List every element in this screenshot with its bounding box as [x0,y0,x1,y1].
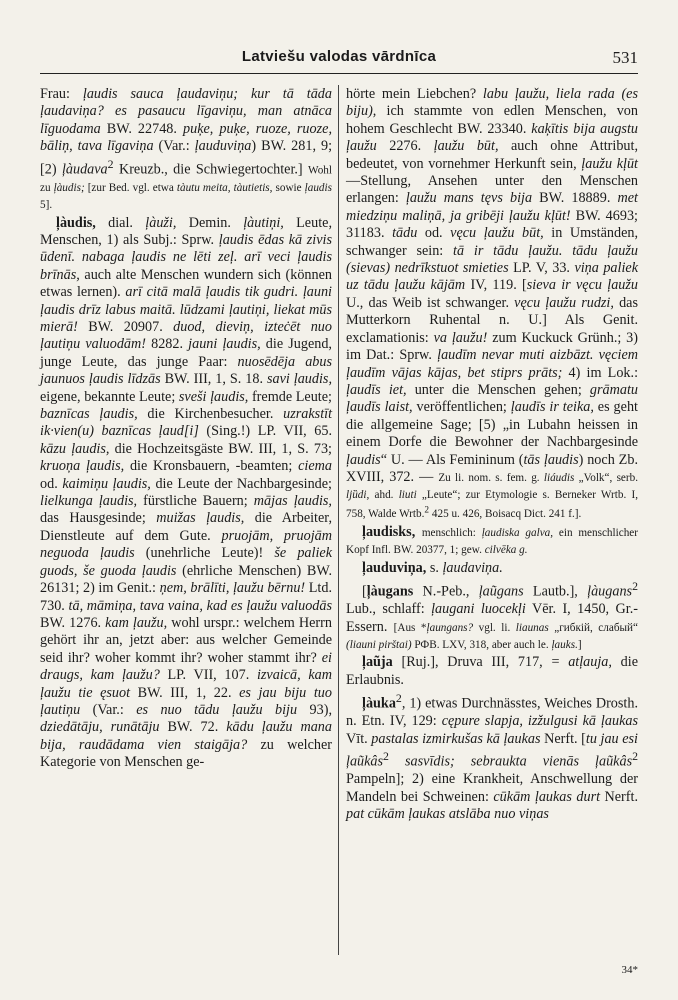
right-column [346,86,638,824]
dictionary-entry: ļàudis, dial. ļàuži, Demin. ļàutiņi, Leute, Menschen, 1) als Subj.: Sprw. ļaudis ēdas kā zivis ūdenī. nabaga ļaudis ne lēti zeļ. arī veci ļaudis brīnās, auch alte Menschen wundern sich (können etwas lernen). arī citā malā ļaudis tik gudri. ļauni ļaudis drīz labus maitā. lūdzami ļautiņi, liekat mūs mierā! BW. 20907. duod, dieviņ, izteċēt nuo ļautiņu valuodām! 8282. jauni ļaudis, die Jugend, junge Leute, das junge Paar: nuosēdēja abus jaunuos ļaudis līdzās BW. III, 1, S. 18. savi ļaudis, eigene, bekannte Leute; sveši ļaudis, fremde Leute; baznīcas ļaudis, die Kirchenbesucher. uzrakstīt ik·vien(u) baznīcas ļaud[i] (Sing.!) LP. VII, 65. kāzu ļaudis, die Hochzeitsgäste BW. III, 1, S. 73; kruoņa ļaudis, die Kronsbauern, -beamten; ciema od. kaimiņu ļaudis, die Leute der Nachbargesinde; lielkunga ļaudis, fürstliche Bauern; mājas ļaudis, das Hausgesinde; muižas ļaudis, die Arbeiter, Dienstleute auf dem Gute. pruojām, pruojām neguoda ļaudis (unehrliche Leute)! še paliek guods, še guoda ļaudis (ehrliche Menschen) BW. 26131; 2) im Genit.: ņem, brālīti, ļaužu bērnu! Ltd. 730. tā, māmiņa, tava vaina, kad es ļaužu valuodās BW. 1276. kam ļaužu, wohl urspr.: welchem Herrn gehört ihr an, jetzt aber: aus welcher Gemeinde seid ihr? woher kommt ihr? woher stammt ihr? ei draugs, kam ļaužu? LP. VII, 107. izvaicā, kam ļaužu tie ęsuot BW. III, 1, 22. es jau biju tuo ļautiņu (Var.: es nuo tādu ļaužu biju 93), dziedātāju, runātāju BW. 72. kādu ļaužu mana bija, raudādama vien staigāja? zu welcher Kategorie von Menschen ge- [40,214,333,771]
dictionary-entry: ļaũja [Ruj.], Druva III, 717, = atļauja, die Erlaubnis. [346,654,639,688]
page-header [40,48,638,70]
dictionary-entry: [ļàugans N.-Peb., ļaũgans Lautb.], ļàugans$^2$ Lub., schlaff: ļaugani luocekļi Vēr. I, 1450, Gr.-Essern. [Aus *ļaungans? vgl. li. liaunas „гибкій, слабый“ (liauni pirštai) РФВ. LXV, 318, aber auch le. ļauks.] [346,579,638,652]
dictionary-entry: ļàuka$^2$, 1) etwas Durchnässtes, Weiches Drosth. n. Etn. IV, 129: cępure slapja, izžulgusi kā ļaukas Vīt. pastalas izmirkušas kā ļaukas Nerft. [tu jau esi ļaũkâs$^2$ sasvīdis; sebraukta vienās ļaũkâs$^2$ Pampeln]; 2) eine Krankheit, Anschwellung der Mandeln bei Schweinen: cūkām ļaukas durt Nerft. pat cūkām ļaukas atslāba nuo viņas [346,691,639,823]
header-rule [40,73,638,74]
page-number: 531 [612,48,638,67]
left-column [40,86,332,772]
column-divider [338,85,339,955]
entry-continuation: Frau: ļaudis sauca ļaudaviņu; kur tā tāda ļaudaviņa? es pasaucu līgaviņu, man atnāca līguodama BW. 22748. puķe, puķe, ruoze, ruoze, bāliņ, tava līgaviņa (Var.: ļauduviņa) BW. 281, 9; [2) ļàudava$^2$ Kreuzb., die Schwiegertochter.] Wohl zu ļàudis; [zur Bed. vgl. etwa tàutu meita, tàutietis, sowie ļaudis 5]. [40,86,333,212]
running-title: Latviešu valodas vārdnīca [241,48,437,65]
dictionary-entry: ļauduviņa, s. ļaudaviņa. [362,559,503,576]
dictionary-entry: ļaudisks, menschlich: ļaudiska galva, ein menschlicher Kopf Infl. BW. 20377, 1; gew. cilvēka g. [346,523,638,557]
signature-mark: 34* [621,964,638,976]
entry-continuation: hörte mein Liebchen? labu ļaužu, liela rada (es biju), ich stammte von edlen Menschen, von hohem Geschlecht BW. 23340. kaķītis bija augstu ļaužu 2276. ļaužu būt, auch ohne Attribut, bedeutet, von vornehmer Herkunft sein, ļaužu kļūt—Stellung, Ansehen unter den Menschen erlangen: ļaužu mans tęvs bija BW. 18889. met miedziņu maliņā, ja gribēji ļaužu kļūt! BW. 4693; 31183. tādu od. vęcu ļaužu būt, in Umständen, schwanger sein: tā ir tādu ļaužu. tādu ļaužu (sievas) nedrīkstuot smieties LP. V, 33. viņa paliek uz tādu ļaužu kājām IV, 119. [sieva ir vęcu ļaužu U., das Weib ist schwanger. vęcu ļaužu rudzi, das Mutterkorn Ruhental n. U.] Als Genit. exclamationis: va ļaužu! zum Kuckuck Grünh.; 3) im Dat.: Sprw. ļaudīm nevar muti aizbāzt. vęciem ļaudīm vājas kājas, bet stiprs prāts; 4) im Lok.: ļaudīs iet, unter die Menschen gehen; grāmatu ļaudīs laist, veröffentlichen; ļaudīs ir teika, es geht die allgemeine Sage; [5) „in Lubahn heissen in einem Dorfe die Bewohner der Nachbargesinde ļaudis“ U. — Als Femininum (tās ļaudis) noch Zb. XVIII, 372. — Zu li. nom. s. fem. g. liáudis „Volk“, serb. ljȕdi, ahd. liuti „Leute“; zur Etymologie s. Berneker Wrtb. I, 758, Walde Wrtb.$^2$ 425 u. 426, Boisacq Dict. 241 f.]. [346,86,639,521]
